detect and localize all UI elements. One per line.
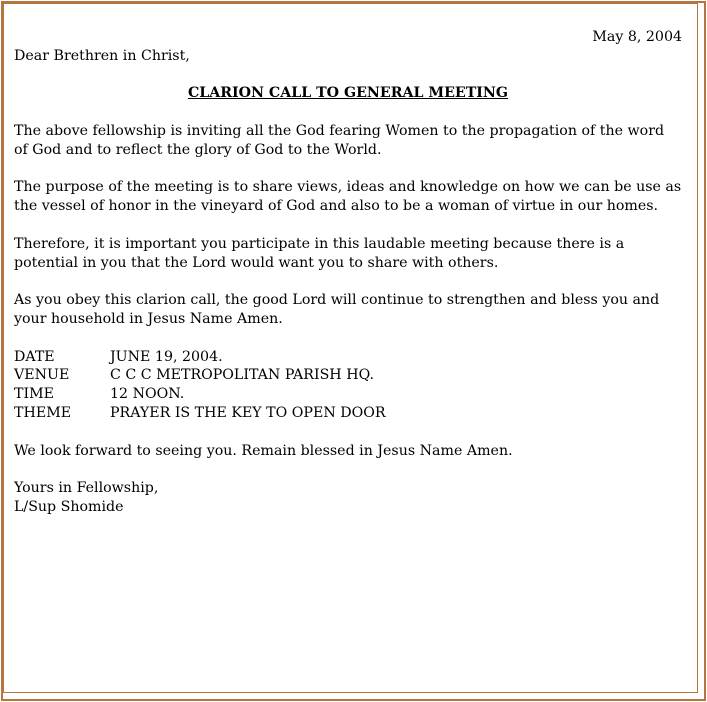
detail-value: PRAYER IS THE KEY TO OPEN DOOR (110, 404, 386, 421)
detail-value: JUNE 19, 2004. (110, 348, 223, 365)
detail-row-date (14, 348, 682, 367)
closing-line: We look forward to seeing you. Remain blessed in Jesus Name Amen. (14, 442, 513, 459)
detail-row-theme (14, 404, 682, 423)
letter-date: May 8, 2004 (592, 29, 682, 45)
paragraph-invitation: The above fellowship is inviting all the God fearing Women to the propagation of the word of God and to reflect the glory of God to the World. (14, 122, 665, 158)
detail-label: THEME (14, 404, 72, 421)
meeting-details (14, 348, 682, 423)
paragraph-participation: Therefore, it is important you participate in this laudable meeting because there is a potential in you that the Lord would want you to share with others. (14, 235, 625, 271)
detail-row-time (14, 385, 682, 404)
salutation: Dear Brethren in Christ, (14, 47, 190, 64)
detail-value: 12 NOON. (110, 386, 185, 403)
detail-label: TIME (14, 386, 54, 403)
paragraph-blessing: As you obey this clarion call, the good Lord will continue to strengthen and bless you and your household in Jesus Name Amen. (14, 292, 660, 327)
detail-value: C C C METROPOLITAN PARISH HQ. (110, 367, 374, 384)
signature-name: L/Sup Shomide (14, 498, 124, 515)
detail-label: VENUE (14, 367, 70, 384)
sign-off: Yours in Fellowship, (14, 480, 159, 497)
paragraph-purpose: The purpose of the meeting is to share views, ideas and knowledge on how we can be use as the vessel of honor in the vineyard of God and also to be a woman of virtue in our homes. (14, 179, 682, 215)
detail-row-venue (14, 366, 682, 385)
letter-title: CLARION CALL TO GENERAL MEETING (187, 85, 509, 102)
letter-body (14, 28, 682, 517)
detail-label: DATE (14, 348, 55, 365)
